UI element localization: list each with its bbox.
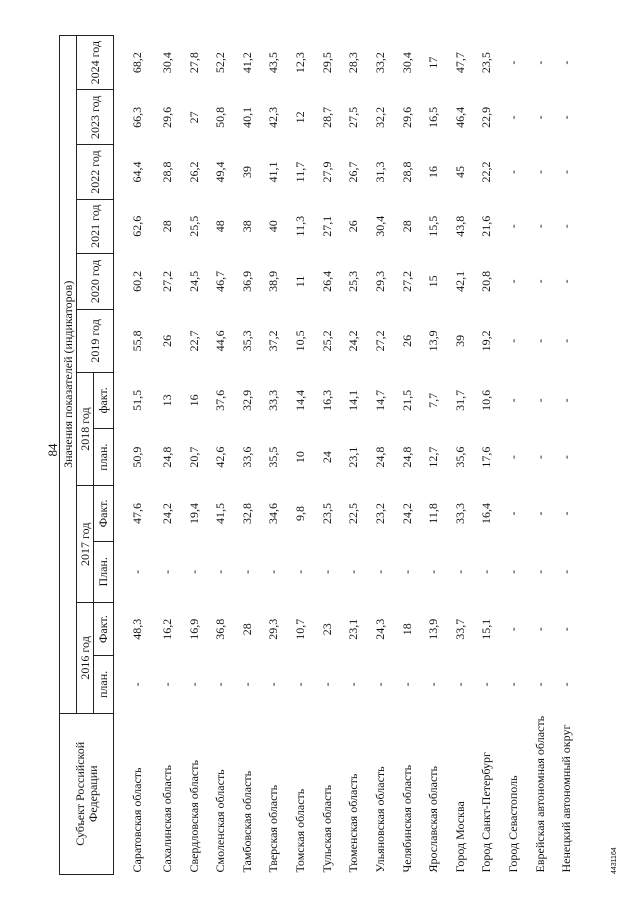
- region-name: Смоленская область: [213, 769, 228, 873]
- value-cell: 55,8: [129, 330, 144, 352]
- value-cell: 36,9: [239, 270, 254, 292]
- value-cell: -: [479, 682, 494, 687]
- value-cell: -: [506, 511, 521, 516]
- value-cell: -: [293, 682, 308, 687]
- value-cell: 29,3: [266, 618, 281, 640]
- value-cell: -: [532, 224, 547, 229]
- value-cell: 16,4: [479, 502, 494, 524]
- table-row: [420, 36, 447, 875]
- value-cell: 16,9: [186, 618, 201, 640]
- value-cell: 13: [159, 394, 174, 407]
- region-name: Город Москва: [452, 801, 467, 873]
- value-cell: 42,1: [452, 270, 467, 292]
- value-cell: -: [532, 279, 547, 284]
- value-cell: 25,5: [186, 215, 201, 237]
- value-cell: 48: [213, 220, 228, 233]
- table-header: [60, 36, 114, 875]
- value-cell: 19,4: [186, 502, 201, 524]
- value-cell: -: [559, 115, 574, 120]
- value-cell: 38,9: [266, 270, 281, 292]
- value-cell: 47,7: [452, 52, 467, 74]
- table-body: [114, 36, 581, 875]
- value-cell: -: [506, 60, 521, 65]
- value-cell: 35,6: [452, 446, 467, 468]
- value-cell: 14,1: [346, 389, 361, 411]
- value-cell: 52,2: [213, 52, 228, 74]
- value-cell: -: [399, 682, 414, 687]
- year-2018-header: 2018 год: [77, 372, 94, 486]
- value-cell: 26: [399, 334, 414, 347]
- value-cell: -: [532, 338, 547, 343]
- value-cell: 68,2: [129, 52, 144, 74]
- region-name: Ненецкий автономный округ: [559, 724, 574, 873]
- value-cell: 16,5: [426, 106, 441, 128]
- value-cell: 23,1: [346, 446, 361, 468]
- value-cell: 24,8: [372, 446, 387, 468]
- value-cell: 23: [319, 623, 334, 636]
- value-cell: 49,4: [213, 161, 228, 183]
- value-cell: 46,7: [213, 270, 228, 292]
- value-cell: 44,6: [213, 330, 228, 352]
- value-cell: 26,2: [186, 161, 201, 183]
- value-cell: 28: [399, 220, 414, 233]
- region-name: Еврейская автономная область: [532, 715, 547, 873]
- table-row: [527, 36, 554, 875]
- value-cell: 42,6: [213, 446, 228, 468]
- value-cell: -: [159, 569, 174, 574]
- value-cell: 64,4: [129, 161, 144, 183]
- value-cell: 33,3: [266, 389, 281, 411]
- value-cell: -: [506, 627, 521, 632]
- page-number: 84: [45, 443, 60, 457]
- value-cell: 13,9: [426, 330, 441, 352]
- value-cell: 32,9: [239, 389, 254, 411]
- value-cell: 37,2: [266, 330, 281, 352]
- value-cell: 24,2: [346, 330, 361, 352]
- region-name: Ярославская область: [426, 765, 441, 873]
- value-cell: 43,8: [452, 215, 467, 237]
- value-cell: 29,6: [159, 106, 174, 128]
- value-cell: -: [506, 224, 521, 229]
- value-cell: 36,8: [213, 618, 228, 640]
- value-cell: -: [426, 569, 441, 574]
- table-row: [207, 36, 234, 875]
- value-cell: 18: [399, 623, 414, 636]
- value-cell: 10,6: [479, 389, 494, 411]
- year-2022-header: 2022 год: [77, 145, 114, 199]
- value-cell: 41,2: [239, 52, 254, 74]
- value-cell: -: [346, 569, 361, 574]
- value-cell: 24,2: [399, 502, 414, 524]
- value-cell: 43,5: [266, 52, 281, 74]
- value-cell: -: [452, 569, 467, 574]
- table-row: [500, 36, 527, 875]
- value-cell: 38: [239, 220, 254, 233]
- table-row: [314, 36, 341, 875]
- value-cell: -: [532, 682, 547, 687]
- value-cell: 33,6: [239, 446, 254, 468]
- region-name: Саратовская область: [129, 767, 144, 873]
- value-cell: 28,8: [399, 161, 414, 183]
- region-name: Томская область: [293, 788, 308, 873]
- subheader-2018-plan: план.: [94, 428, 114, 485]
- value-cell: -: [506, 455, 521, 460]
- value-cell: -: [559, 511, 574, 516]
- value-cell: 23,5: [479, 52, 494, 74]
- value-cell: 22,7: [186, 330, 201, 352]
- value-cell: -: [372, 569, 387, 574]
- value-cell: 50,9: [129, 446, 144, 468]
- value-cell: 16,2: [159, 618, 174, 640]
- table-row: [154, 36, 181, 875]
- value-cell: 33,7: [452, 618, 467, 640]
- region-name: Сахалинская область: [159, 765, 174, 873]
- value-cell: 24,3: [372, 618, 387, 640]
- value-cell: -: [506, 338, 521, 343]
- value-cell: 10,7: [293, 618, 308, 640]
- value-cell: -: [266, 569, 281, 574]
- subheader-2017-plan: План.: [94, 541, 114, 603]
- value-cell: -: [559, 682, 574, 687]
- year-2019-header: 2019 год: [77, 310, 114, 373]
- value-cell: -: [426, 682, 441, 687]
- table-row: [553, 36, 580, 875]
- value-cell: -: [213, 682, 228, 687]
- value-cell: 42,3: [266, 106, 281, 128]
- value-cell: -: [506, 279, 521, 284]
- value-cell: 26: [159, 334, 174, 347]
- value-cell: -: [532, 60, 547, 65]
- value-cell: -: [532, 511, 547, 516]
- value-cell: 27: [186, 111, 201, 124]
- year-2020-header: 2020 год: [77, 253, 114, 309]
- value-cell: 31,3: [372, 161, 387, 183]
- subheader-2018-fact: факт.: [94, 372, 114, 428]
- value-cell: -: [506, 682, 521, 687]
- value-cell: 24,5: [186, 270, 201, 292]
- value-cell: 45: [452, 166, 467, 179]
- value-cell: 62,6: [129, 215, 144, 237]
- value-cell: 27,2: [159, 270, 174, 292]
- value-cell: -: [506, 170, 521, 175]
- indicators-group-header: Значения показателей (индикаторов): [60, 36, 77, 714]
- value-cell: 40: [266, 220, 281, 233]
- value-cell: 21,5: [399, 389, 414, 411]
- value-cell: -: [559, 279, 574, 284]
- region-name: Тверская область: [266, 784, 281, 873]
- value-cell: 10,5: [293, 330, 308, 352]
- value-cell: 27,5: [346, 106, 361, 128]
- value-cell: 28: [239, 623, 254, 636]
- value-cell: -: [159, 682, 174, 687]
- year-2016-header: 2016 год: [77, 603, 94, 713]
- value-cell: -: [346, 682, 361, 687]
- value-cell: 41,5: [213, 502, 228, 524]
- value-cell: -: [559, 398, 574, 403]
- value-cell: 27,2: [372, 330, 387, 352]
- value-cell: 26: [346, 220, 361, 233]
- value-cell: 26,4: [319, 270, 334, 292]
- region-name: Челябинская область: [399, 764, 414, 873]
- year-2021-header: 2021 год: [77, 199, 114, 253]
- value-cell: 31,7: [452, 389, 467, 411]
- table-row: [181, 36, 208, 875]
- value-cell: 39: [452, 334, 467, 347]
- subheader-2016-fact: Факт.: [94, 603, 114, 656]
- value-cell: 27,8: [186, 52, 201, 74]
- value-cell: 15,1: [479, 618, 494, 640]
- value-cell: 24: [319, 451, 334, 464]
- value-cell: -: [239, 569, 254, 574]
- value-cell: -: [186, 569, 201, 574]
- region-name: Тамбовская область: [239, 770, 254, 873]
- value-cell: -: [319, 569, 334, 574]
- value-cell: 19,2: [479, 330, 494, 352]
- value-cell: 60,2: [129, 270, 144, 292]
- value-cell: -: [532, 398, 547, 403]
- region-name: Город Санкт-Петербург: [479, 752, 494, 873]
- value-cell: -: [532, 115, 547, 120]
- value-cell: 11: [293, 275, 308, 288]
- value-cell: -: [559, 569, 574, 574]
- value-cell: 32,2: [372, 106, 387, 128]
- value-cell: 32,8: [239, 502, 254, 524]
- value-cell: 11,3: [293, 215, 308, 237]
- subheader-2017-fact: Факт.: [94, 486, 114, 541]
- rotated-table-container: [59, 35, 580, 875]
- value-cell: -: [399, 569, 414, 574]
- value-cell: -: [559, 338, 574, 343]
- value-cell: 22,9: [479, 106, 494, 128]
- table-row: [340, 36, 367, 875]
- table-row: [394, 36, 421, 875]
- value-cell: -: [559, 455, 574, 460]
- value-cell: 37,6: [213, 389, 228, 411]
- region-name: Тюменская область: [346, 773, 361, 873]
- value-cell: -: [372, 682, 387, 687]
- region-name: Тульская область: [319, 784, 334, 873]
- value-cell: 22,2: [479, 161, 494, 183]
- value-cell: 51,5: [129, 389, 144, 411]
- value-cell: 13,9: [426, 618, 441, 640]
- indicators-table: [59, 35, 580, 875]
- value-cell: 16: [186, 394, 201, 407]
- value-cell: 16: [426, 166, 441, 179]
- value-cell: -: [506, 398, 521, 403]
- value-cell: 40,1: [239, 106, 254, 128]
- value-cell: 21,6: [479, 215, 494, 237]
- region-name: Город Севастополь: [506, 775, 521, 873]
- value-cell: 29,6: [399, 106, 414, 128]
- value-cell: -: [532, 170, 547, 175]
- value-cell: 26,7: [346, 161, 361, 183]
- value-cell: 25,2: [319, 330, 334, 352]
- value-cell: -: [293, 569, 308, 574]
- value-cell: 33,2: [372, 52, 387, 74]
- table-row: [260, 36, 287, 875]
- value-cell: 34,6: [266, 502, 281, 524]
- value-cell: -: [506, 569, 521, 574]
- value-cell: -: [452, 682, 467, 687]
- value-cell: 30,4: [372, 215, 387, 237]
- value-cell: 17,6: [479, 446, 494, 468]
- year-2017-header: 2017 год: [77, 486, 94, 603]
- value-cell: 24,8: [399, 446, 414, 468]
- value-cell: 14,7: [372, 389, 387, 411]
- value-cell: 50,8: [213, 106, 228, 128]
- value-cell: -: [559, 627, 574, 632]
- value-cell: 41,1: [266, 161, 281, 183]
- value-cell: 7,7: [426, 392, 441, 408]
- value-cell: 14,4: [293, 389, 308, 411]
- value-cell: 11,7: [293, 161, 308, 183]
- value-cell: 22,5: [346, 502, 361, 524]
- table-row: [287, 36, 314, 875]
- value-cell: 15,5: [426, 215, 441, 237]
- value-cell: 66,3: [129, 106, 144, 128]
- value-cell: 28,8: [159, 161, 174, 183]
- value-cell: 12: [293, 111, 308, 124]
- value-cell: 29,5: [319, 52, 334, 74]
- value-cell: 23,5: [319, 502, 334, 524]
- value-cell: 23,2: [372, 502, 387, 524]
- value-cell: 20,8: [479, 270, 494, 292]
- value-cell: -: [266, 682, 281, 687]
- value-cell: -: [239, 682, 254, 687]
- table-row: [447, 36, 474, 875]
- value-cell: 25,3: [346, 270, 361, 292]
- value-cell: 9,8: [293, 505, 308, 521]
- value-cell: 27,2: [399, 270, 414, 292]
- table-row: [473, 36, 500, 875]
- region-name: Ульяновская область: [372, 766, 387, 873]
- region-name: Свердловская область: [186, 760, 201, 873]
- value-cell: 10: [293, 451, 308, 464]
- value-cell: 28,7: [319, 106, 334, 128]
- value-cell: -: [479, 569, 494, 574]
- table-row: [234, 36, 261, 875]
- value-cell: -: [559, 170, 574, 175]
- value-cell: 23,1: [346, 618, 361, 640]
- value-cell: 27,1: [319, 215, 334, 237]
- value-cell: 30,4: [399, 52, 414, 74]
- value-cell: 33,3: [452, 502, 467, 524]
- value-cell: -: [506, 115, 521, 120]
- value-cell: 15: [426, 275, 441, 288]
- value-cell: 12,7: [426, 446, 441, 468]
- value-cell: 46,4: [452, 106, 467, 128]
- value-cell: -: [213, 569, 228, 574]
- value-cell: -: [559, 60, 574, 65]
- table-row: [367, 36, 394, 875]
- value-cell: 20,7: [186, 446, 201, 468]
- value-cell: 11,8: [426, 503, 441, 524]
- value-cell: 17: [426, 56, 441, 69]
- value-cell: 12,3: [293, 52, 308, 74]
- value-cell: 24,8: [159, 446, 174, 468]
- value-cell: 35,3: [239, 330, 254, 352]
- document-code: 4431164: [611, 847, 618, 874]
- table-row: [114, 36, 154, 875]
- value-cell: -: [559, 224, 574, 229]
- value-cell: 48,3: [129, 618, 144, 640]
- value-cell: 35,5: [266, 446, 281, 468]
- value-cell: 28,3: [346, 52, 361, 74]
- value-cell: 28: [159, 220, 174, 233]
- value-cell: -: [319, 682, 334, 687]
- value-cell: -: [129, 682, 144, 687]
- subheader-2016-plan: план.: [94, 656, 114, 713]
- value-cell: 39: [239, 166, 254, 179]
- value-cell: 30,4: [159, 52, 174, 74]
- value-cell: -: [129, 569, 144, 574]
- value-cell: 27,9: [319, 161, 334, 183]
- value-cell: -: [532, 627, 547, 632]
- value-cell: 24,2: [159, 502, 174, 524]
- value-cell: 16,3: [319, 389, 334, 411]
- value-cell: 47,6: [129, 502, 144, 524]
- subject-header: Субъект Российской Федерации: [60, 713, 114, 874]
- value-cell: 29,3: [372, 270, 387, 292]
- year-2024-header: 2024 год: [77, 36, 114, 90]
- year-2023-header: 2023 год: [77, 90, 114, 145]
- value-cell: -: [186, 682, 201, 687]
- value-cell: -: [532, 569, 547, 574]
- value-cell: -: [532, 455, 547, 460]
